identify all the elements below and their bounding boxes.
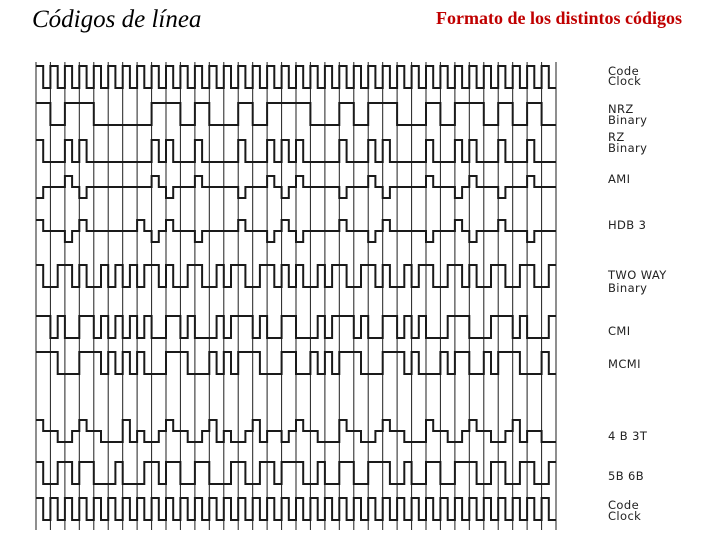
signal-label-clock: Clock (608, 74, 642, 88)
waveform-mcmi (36, 352, 556, 374)
waveform-cmi (36, 316, 556, 338)
signal-label-twoway: TWO WAY (608, 268, 667, 282)
signal-label-rz: Binary (608, 141, 648, 155)
signal-label-mcmi: MCMI (608, 357, 641, 371)
slide-title: Códigos de línea (32, 6, 202, 33)
waveform-clock (36, 66, 556, 88)
signal-label-clock2: Clock (608, 509, 642, 523)
signal-label-nrz: Binary (608, 113, 648, 127)
signal-label-clock: Code (608, 64, 640, 78)
signal-label-4b3t: 4 B 3T (608, 429, 648, 443)
signal-label-nrz: NRZ (608, 102, 634, 116)
signal-label-rz: RZ (608, 130, 625, 144)
signal-label-twoway: Binary (608, 281, 648, 295)
signal-label-ami: AMI (608, 172, 631, 186)
signal-labels (607, 64, 667, 523)
signal-label-clock2: Code (608, 498, 640, 512)
waveform-rz (36, 140, 556, 162)
waveform-twoway (36, 265, 556, 287)
bit-period-gridlines (36, 62, 556, 530)
signal-label-cmi: CMI (608, 324, 631, 338)
slide-subtitle: Formato de los distintos códigos (436, 8, 683, 28)
signal-label-hdb3: HDB 3 (608, 218, 647, 232)
signal-label-5b6b: 5B 6B (608, 469, 645, 483)
waveform-clock2 (36, 498, 556, 520)
